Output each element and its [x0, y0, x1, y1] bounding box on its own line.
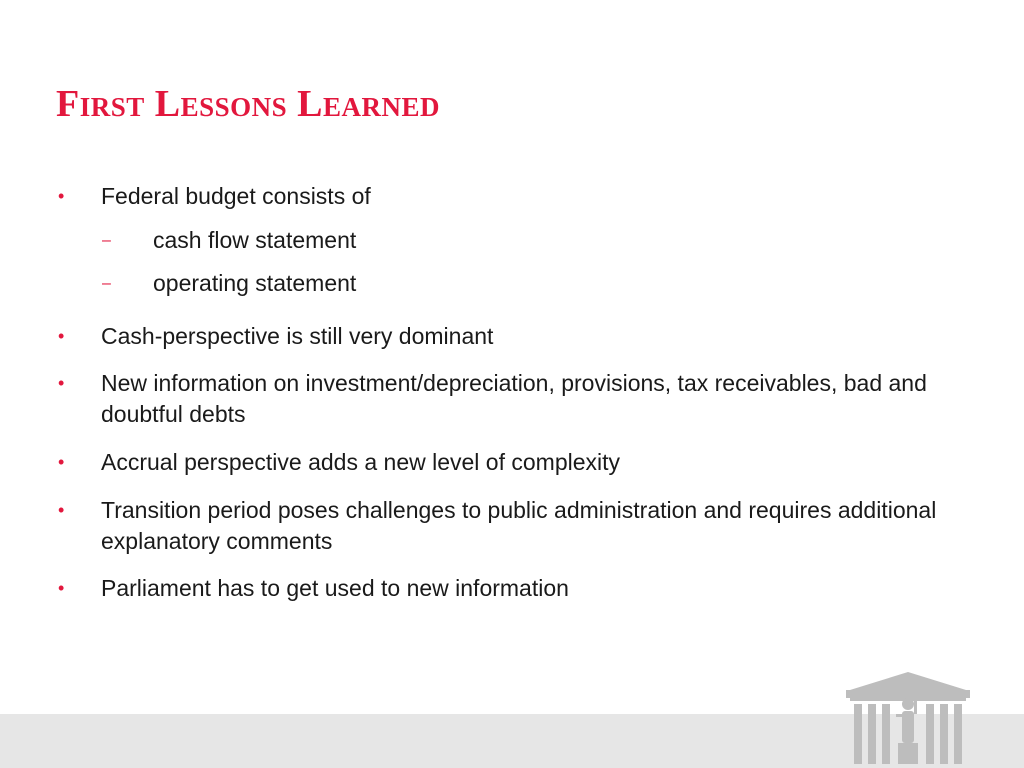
bullet-marker: • — [58, 452, 65, 472]
sub-bullet-text: operating statement — [153, 270, 357, 296]
bullet-text: New information on investment/depreciation, provisions, tax receivables, bad and doubtful debts — [101, 370, 927, 427]
bullet-text: Cash-perspective is still very dominant — [101, 323, 494, 349]
bullet-marker: • — [58, 373, 65, 393]
bullet-marker: • — [58, 326, 65, 346]
bullet-marker: • — [58, 578, 65, 598]
bullet-text: Transition period poses challenges to public administration and requires additional explanatory comments — [101, 497, 937, 554]
bullet-text: Federal budget consists of — [101, 183, 371, 209]
bullet-marker: • — [58, 500, 65, 520]
sub-bullet-marker: – — [102, 275, 111, 292]
bullet-marker: • — [58, 186, 65, 206]
parliament-building-statue-logo — [840, 668, 976, 768]
sub-bullet-marker: – — [102, 232, 111, 249]
sub-bullet-text: cash flow statement — [153, 227, 357, 253]
slide-title: First Lessons Learned — [56, 83, 441, 125]
bullet-text: Accrual perspective adds a new level of complexity — [101, 449, 621, 475]
bullet-text: Parliament has to get used to new information — [101, 575, 569, 601]
